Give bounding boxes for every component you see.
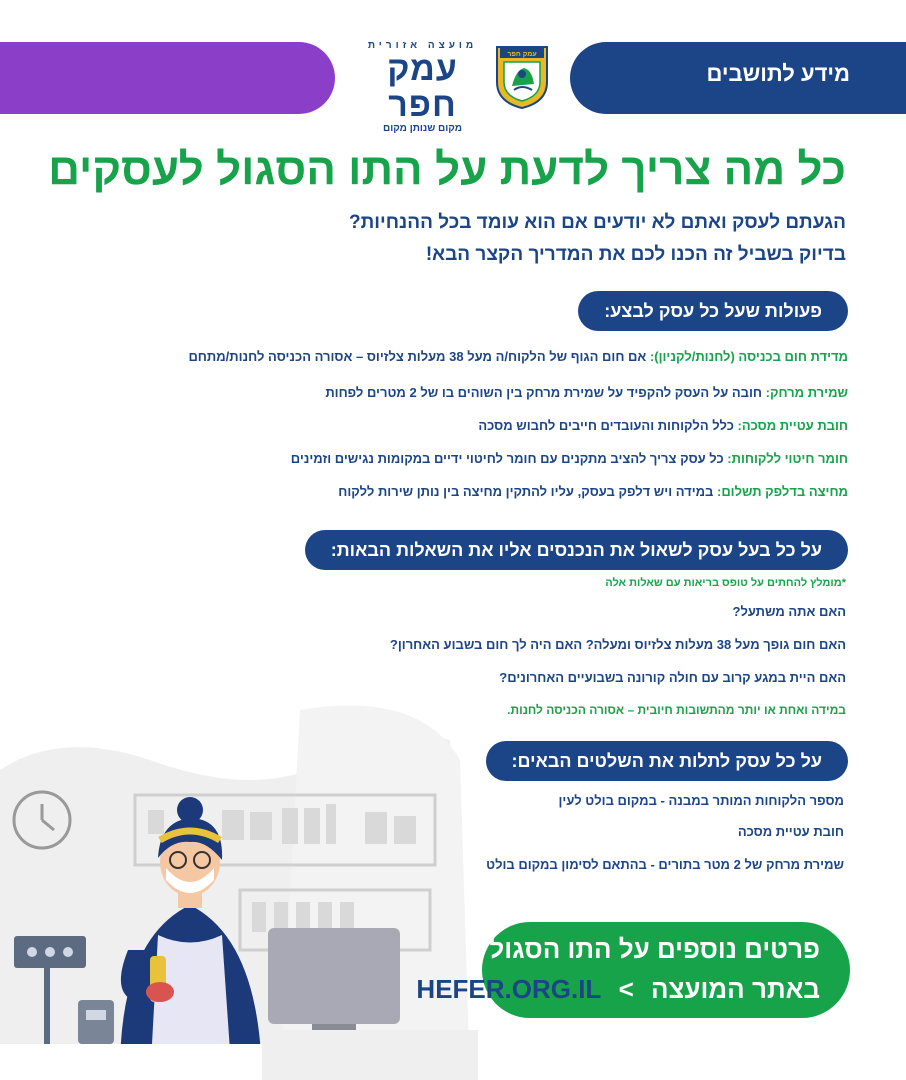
action-item-distance	[325, 385, 848, 400]
cta-headline: פרטים נוספים על התו הסגול	[489, 934, 820, 964]
sign-item: שמירת מרחק של 2 מטר בתורים - בהתאם לסימון במקום בולט	[486, 857, 844, 872]
health-form-note: *מומלץ להחתים על טופס בריאות עם שאלות אלה	[605, 577, 846, 589]
section-signs-heading: על כל עסק לתלות את השלטים הבאים:	[486, 741, 848, 781]
section-actions-heading: פעולות שעל כל עסק לבצע:	[578, 291, 848, 331]
page-title: כל מה צריך לדעת על התו הסגול לעסקים	[48, 145, 846, 194]
shield-label: עמק חפר	[507, 51, 537, 58]
residents-info-label: מידע לתושבים	[706, 61, 850, 86]
more-info-cta[interactable]	[416, 922, 850, 1018]
action-item-label: חובת עטיית מסכה:	[737, 418, 848, 433]
purple-banner-bar	[0, 42, 335, 114]
logo-council-label: מועצה אזורית	[367, 40, 478, 51]
action-item-sanitizer	[291, 451, 848, 466]
action-item-label: חומר חיטוי ללקוחות:	[727, 451, 848, 466]
question-item: האם היית במגע קרוב עם חולה קורונה בשבועיים האחרונים?	[499, 670, 846, 685]
action-item-text: כל עסק צריך להציב מתקנים עם חומר לחיטוי ידיים במקומות נגישים וזמינים	[290, 451, 728, 466]
action-item-label: שמירת מרחק:	[765, 385, 848, 400]
residents-info-banner	[570, 42, 906, 114]
cta-website-line[interactable]	[416, 974, 820, 1005]
council-logo-text	[355, 40, 490, 134]
question-item: האם אתה משתעל?	[732, 604, 846, 619]
logo-slogan: מקום שנותן מקום	[383, 123, 462, 134]
action-item-text: חובה על העסק להקפיד על שמירת מרחק בין השוהים בו של 2 מטרים לפחות	[325, 385, 766, 400]
question-item: האם חום גופך מעל 38 מעלות צלזיוס ומעלה? האם היה לך חום בשבוע האחרון?	[389, 637, 846, 652]
sign-item: מספר הלקוחות המותר במבנה - במקום בולט לעין	[558, 793, 844, 808]
action-item-temperature	[188, 349, 848, 364]
section-questions-heading: על כל בעל עסק לשאול את הנכנסים אליו את השאלות הבאות:	[305, 530, 848, 570]
sign-item: חובת עטיית מסכה	[737, 824, 844, 839]
cta-website-label: באתר המועצה	[650, 974, 820, 1004]
subtitle-question: הגעתם לעסק ואתם לא יודעים אם הוא עומד בכל ההנחיות?	[349, 212, 846, 233]
subtitle-guide: בדיוק בשביל זה הכנו לכם את המדריך הקצר הבא!	[425, 244, 846, 265]
council-shield-icon	[494, 44, 550, 110]
logo-council-name: עמק חפר	[387, 50, 458, 124]
action-item-text: כלל הלקוחות והעובדים חייבים לחבוש מסכה	[478, 418, 738, 433]
website-link[interactable]: HEFER.ORG.IL	[416, 974, 602, 1004]
chevron-left-icon: >	[618, 974, 634, 1004]
action-item-mask	[478, 418, 848, 433]
action-item-label: מדידת חום בכניסה (לחנות/לקניון):	[649, 349, 848, 364]
entry-denied-note: במידה ואחת או יותר מהתשובות חיובית – אסורה הכניסה לחנות.	[507, 703, 846, 717]
action-item-text: במידה ויש דלפק בעסק, עליו להתקין מחיצה בין נותן שירות ללקוח	[338, 484, 717, 499]
action-item-text: אם חום הגוף של הלקוח/ה מעל 38 מעלות צלזיוס – אסורה הכניסה לחנות/מתחם	[188, 349, 650, 364]
action-item-label: מחיצה בדלפק תשלום:	[716, 484, 848, 499]
action-item-partition	[338, 484, 848, 499]
